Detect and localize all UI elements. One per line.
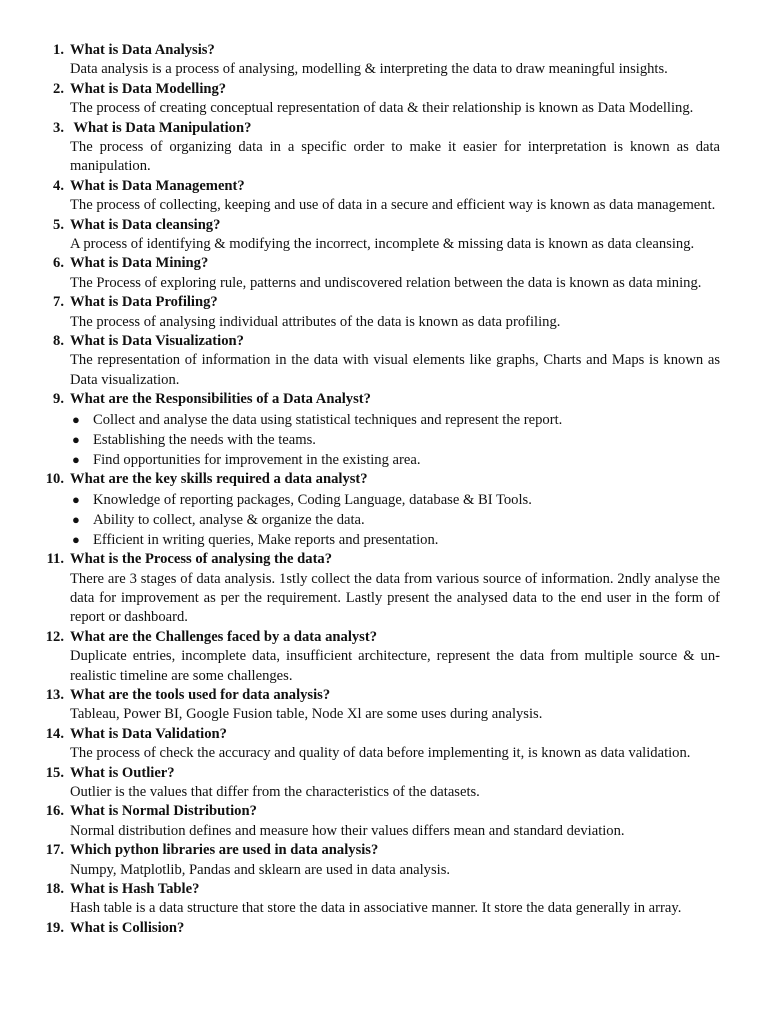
bullet-icon: ● <box>72 431 80 447</box>
question <box>0 216 768 235</box>
qa-item-13 <box>0 686 768 725</box>
question-text: What is the Process of analysing the data? <box>70 551 333 568</box>
qa-item-2 <box>0 80 768 119</box>
question-number: 4. <box>53 177 64 194</box>
answer-text: The Process of exploring rule, patterns and undiscovered relation between the data is known as data mining. <box>70 274 702 291</box>
qa-item-1 <box>0 41 768 80</box>
bullet-icon: ● <box>72 511 80 527</box>
qa-item-6 <box>0 254 768 293</box>
qa-item-4 <box>0 177 768 216</box>
question-text: What are the tools used for data analysis? <box>70 687 331 703</box>
question-number: 16. <box>45 803 64 820</box>
question <box>0 332 768 351</box>
list-item-text: Knowledge of reporting packages, Coding Language, database & BI Tools. <box>93 491 532 508</box>
qa-item-17 <box>0 841 768 880</box>
question <box>0 686 768 705</box>
qa-item-9 <box>0 390 768 470</box>
answer-text: There are 3 stages of data analysis. 1stly collect the data from various source of information. 2ndly analyse the data for improvement as per the requirement. Lastly present the analysed data to the end user in the form of report or dashboard. <box>70 570 720 626</box>
question-text: What is Outlier? <box>70 764 175 781</box>
question <box>0 841 768 860</box>
bullet-list <box>0 410 768 471</box>
question-number: 13. <box>45 687 64 703</box>
list-item-text: Establishing the needs with the teams. <box>93 431 316 448</box>
question-text: What is Data Visualization? <box>70 332 244 349</box>
answer-text: Tableau, Power BI, Google Fusion table, Node Xl are some uses during analysis. <box>70 706 543 723</box>
list-item-text: Find opportunities for improvement in the existing area. <box>93 451 421 468</box>
answer-text: Normal distribution defines and measure how their values differs mean and standard deviation. <box>70 822 625 839</box>
question-number: 7. <box>53 294 64 311</box>
answer-text: The process of creating conceptual representation of data & their relationship is known as Data Modelling. <box>70 100 694 117</box>
question-number: 2. <box>53 80 64 97</box>
list-item-text: Efficient in writing queries, Make reports and presentation. <box>93 531 439 548</box>
question-text: What is Data Management? <box>70 177 245 194</box>
qa-item-16 <box>0 802 768 841</box>
list-item <box>0 430 768 450</box>
question <box>0 293 768 312</box>
question <box>0 919 768 938</box>
question-number: 8. <box>53 332 64 349</box>
question <box>0 628 768 647</box>
question-text: What is Hash Table? <box>70 880 200 897</box>
bullet-icon: ● <box>72 451 80 467</box>
question <box>0 80 768 99</box>
question <box>0 390 768 409</box>
question <box>0 880 768 899</box>
answer-text: The process of collecting, keeping and use of data in a secure and efficient way is known as data management. <box>70 197 716 214</box>
question-number: 9. <box>53 391 64 408</box>
answer-text: Duplicate entries, incomplete data, insufficient architecture, represent the data from multiple source & un-realistic timeline are some challenges. <box>70 648 720 684</box>
qa-item-14 <box>0 725 768 764</box>
question <box>0 177 768 196</box>
question-number: 5. <box>53 216 64 233</box>
question-text: What are the Challenges faced by a data analyst? <box>70 628 378 645</box>
question-text: What is Data Analysis? <box>70 42 215 58</box>
question-text: What is Data cleansing? <box>70 216 221 233</box>
question-text: What is Data Mining? <box>70 255 209 272</box>
list-item <box>0 450 768 470</box>
answer-text: The process of check the accuracy and quality of data before implementing it, is known as data validation. <box>70 745 691 762</box>
question-number: 1. <box>53 42 64 58</box>
question-number: 15. <box>45 764 64 781</box>
answer-text: Data analysis is a process of analysing, modelling & interpreting the data to draw meaningful insights. <box>70 61 668 78</box>
question-text: What are the Responsibilities of a Data Analyst? <box>70 391 371 408</box>
answer-text: The representation of information in the data with visual elements like graphs, Charts and Maps is known as Data visualization. <box>70 352 720 388</box>
qa-item-10 <box>0 470 768 550</box>
question-number: 14. <box>45 725 64 742</box>
qa-item-19 <box>0 919 768 938</box>
question-text: What is Data Manipulation? <box>70 119 252 136</box>
question-text: What is Collision? <box>70 919 185 936</box>
question <box>0 550 768 569</box>
question <box>0 725 768 744</box>
answer-text: Hash table is a data structure that store the data in associative manner. It store the data generally in array. <box>70 900 682 917</box>
document-page <box>0 41 768 938</box>
list-item <box>0 530 768 550</box>
list-item-text: Ability to collect, analyse & organize the data. <box>93 511 365 528</box>
question-text: What is Data Validation? <box>70 725 227 742</box>
bullet-icon: ● <box>72 531 80 547</box>
qa-item-15 <box>0 764 768 803</box>
answer-text: The process of analysing individual attributes of the data is known as data profiling. <box>70 313 561 330</box>
question-number: 10. <box>45 471 64 488</box>
question <box>0 764 768 783</box>
list-item-text: Collect and analyse the data using statistical techniques and represent the report. <box>93 411 563 428</box>
list-item <box>0 410 768 430</box>
question-text: What are the key skills required a data analyst? <box>70 471 368 488</box>
qa-item-5 <box>0 216 768 255</box>
question-text: What is Normal Distribution? <box>70 803 257 820</box>
qa-item-18 <box>0 880 768 919</box>
question-number: 19. <box>45 919 64 936</box>
qa-item-11 <box>0 550 768 628</box>
list-item <box>0 490 768 510</box>
question-number: 18. <box>45 880 64 897</box>
list-item <box>0 510 768 530</box>
answer-text: Numpy, Matplotlib, Pandas and sklearn are used in data analysis. <box>70 861 451 878</box>
answer-text: Outlier is the values that differ from the characteristics of the datasets. <box>70 783 480 800</box>
question <box>0 470 768 489</box>
bullet-icon: ● <box>72 411 80 427</box>
question <box>0 802 768 821</box>
bullet-list <box>0 490 768 551</box>
question-number: 3. <box>53 119 64 136</box>
bullet-icon: ● <box>72 491 80 507</box>
answer-text: A process of identifying & modifying the incorrect, incomplete & missing data is known as data cleansing. <box>70 235 695 252</box>
qa-item-12 <box>0 628 768 686</box>
qa-item-3 <box>0 119 768 177</box>
answer-text: The process of organizing data in a specific order to make it easier for interpretation is known as data manipulation. <box>70 138 720 175</box>
question <box>0 119 768 138</box>
question <box>0 254 768 273</box>
question-text: What is Data Profiling? <box>70 294 218 311</box>
question <box>0 41 768 60</box>
qa-item-8 <box>0 332 768 390</box>
question-number: 6. <box>53 255 64 272</box>
question-text: Which python libraries are used in data analysis? <box>70 842 379 859</box>
qa-item-7 <box>0 293 768 332</box>
question-text: What is Data Modelling? <box>70 80 227 97</box>
question-number: 11. <box>46 551 64 568</box>
question-number: 17. <box>45 842 64 859</box>
question-number: 12. <box>45 628 64 645</box>
